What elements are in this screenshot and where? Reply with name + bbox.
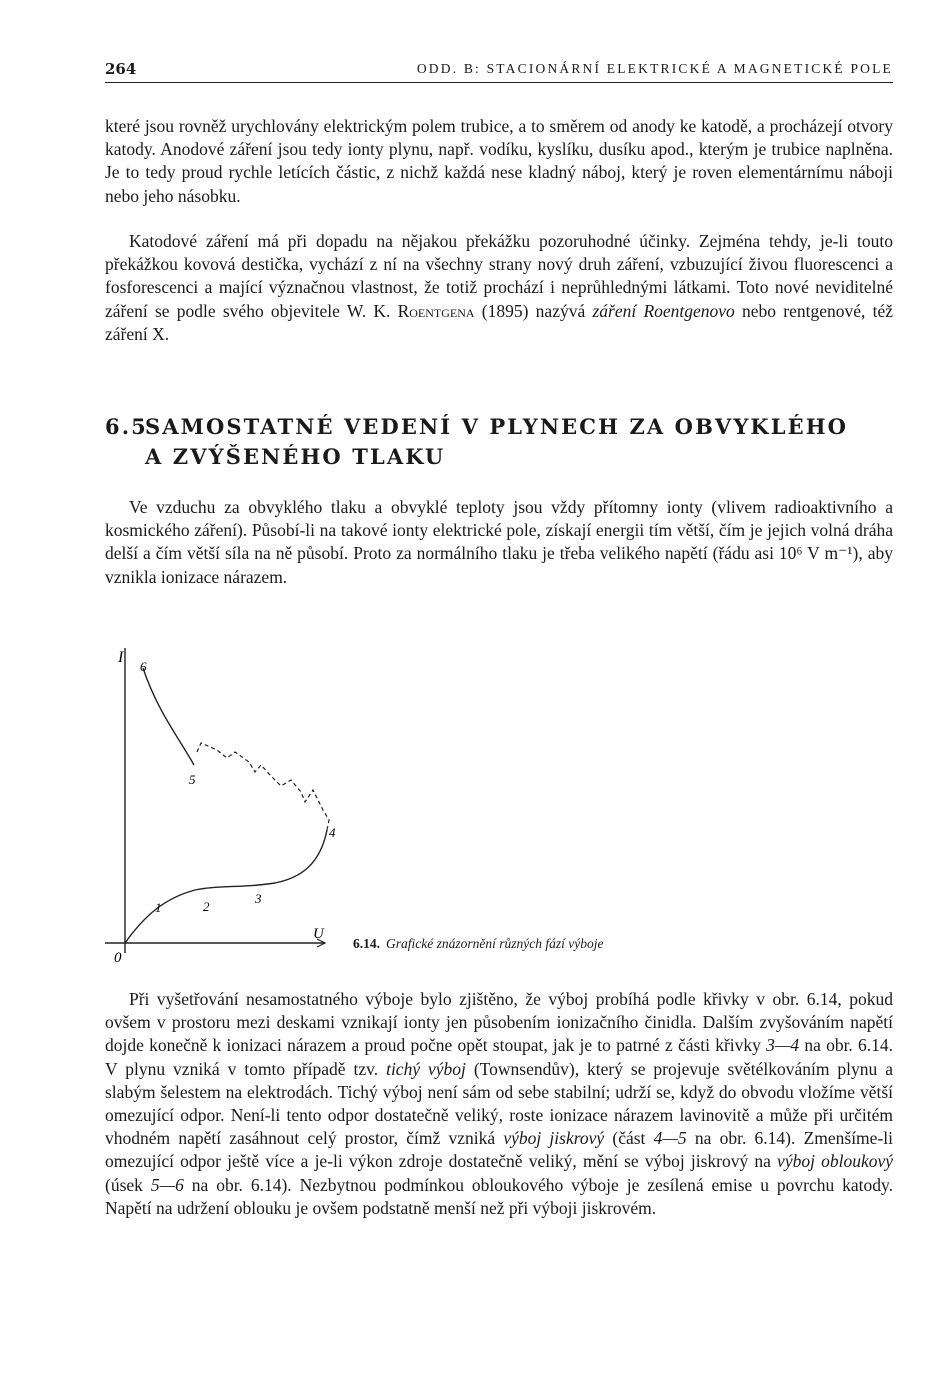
figure-6-14 [105, 640, 893, 970]
figure-caption [353, 936, 603, 952]
emphasis-term: 3—4 [766, 1035, 800, 1056]
paragraph-text: Katodové záření má při dopadu na nějakou překážku pozoruhodné účinky. Zejména tehdy, je-li touto překážkou kovová destička, vychází z ní na všechny strany nový druh záření, vzbuzující živou fluorescenci a fosforescenci a mající význačnou vlastnost, že totiž prochází i neprůhlednými látkami. Toto nové neviditelné záření se podle svého objevitele W. K. [105, 231, 893, 321]
paragraph-text: na obr. 6.14. V plynu vzniká v tomto případě tzv. [105, 1035, 893, 1079]
caption-number: 6.14. [353, 936, 380, 951]
paragraph-anode-rays [105, 115, 893, 208]
emphasis-term: výboj jiskrový [503, 1128, 605, 1149]
point-label-5: 5 [189, 772, 196, 787]
point-label-4: 4 [329, 825, 336, 840]
paragraph-text: Ve vzduchu za obvyklého tlaku a obvyklé teploty jsou vždy přítomny ionty (vlivem radioaktivního a kosmického záření). Působí-li na takové ionty elektrické pole, získají energii tím větší, čím je jejich volná dráha delší a čím větší síla na ně působí. Proto za normálního tlaku je třeba velikého napětí (řádu asi 10⁶ V m⁻¹), aby vznikla ionizace nárazem. [105, 497, 893, 587]
discharge-curve-diagram [105, 640, 435, 970]
section-title-line2: A ZVÝŠENÉHO TLAKU [145, 444, 446, 469]
paragraph-x-rays [105, 230, 893, 346]
emphasis-term: tichý výboj [386, 1058, 466, 1079]
caption-text: Grafické znázornění různých fází výboje [386, 936, 604, 951]
paragraph-text: Při vyšetřování nesamostatného výboje bylo zjištěno, že výboj probíhá podle křivky v obr. 6.14, pokud ovšem v prostoru mezi deskami vznikají ionty jen působením ionizačního činidla. Dalším zvyšováním napětí dojde konečně k ionizaci nárazem a proud počne opět stoupat, jak je to patrné z části křivky [105, 989, 893, 1056]
point-label-6: 6 [140, 659, 147, 674]
emphasis-term: záření Roentgenovo [592, 300, 735, 321]
section-title-line1: SAMOSTATNÉ VEDENÍ V PLYNECH ZA OBVYKLÉHO [145, 414, 849, 439]
spark-discharge-section [197, 743, 329, 830]
paragraph-text: (1895) nazývá [474, 300, 593, 321]
paragraph-text: které jsou rovněž urychlovány elektrickým polem trubice, a to směrem od anody ke katodě, a procházejí otvory katody. Anodové záření jsou tedy ionty plynu, např. vodíku, kyslíku, dusíku apod., kterým je trubice naplněna. Je to tedy proud rychle letících částic, z nichž každá nese kladný náboj, který je roven elementárnímu náboji nebo jeho násobku. [105, 116, 893, 206]
paragraph-text: (úsek [105, 1174, 151, 1195]
paragraph-air-ionization [105, 496, 893, 589]
running-head: ODD. B: STACIONÁRNÍ ELEKTRICKÉ A MAGNETICKÉ POLE [416, 61, 893, 76]
point-label-3: 3 [255, 891, 262, 906]
page-header [105, 58, 893, 83]
paragraph-text: na obr. 6.14). Zmenšíme-li omezující odpor ještě více a je-li výkon zdroje dostatečně veliký, mění se výboj jiskrový na [105, 1128, 893, 1172]
emphasis-term: 4—5 [653, 1128, 687, 1149]
page-number: 264 [105, 60, 137, 78]
author-name: Roentgena [397, 300, 475, 321]
point-label-1: 1 [155, 900, 162, 915]
emphasis-term: 5—6 [150, 1174, 184, 1195]
paragraph-text: nebo rentgenové, též záření X. [105, 300, 893, 344]
y-axis-label: I [118, 649, 124, 666]
section-heading [105, 412, 893, 472]
x-axis-label: U [313, 926, 324, 942]
paragraph-discharge-types [105, 988, 893, 1220]
origin-label: 0 [114, 950, 122, 966]
emphasis-term: výboj obloukový [777, 1151, 894, 1172]
paragraph-text: na obr. 6.14). Nezbytnou podmínkou obloukového výboje je zesílená emise u povrchu katody. Napětí na udržení oblouku je ovšem podstatně menší než při výboji jiskrovém. [105, 1174, 893, 1218]
point-label-2: 2 [203, 899, 210, 914]
paragraph-text: (Townsendův), který se projevuje světélkováním plynu a slabým šelestem na elektrodách. Tichý výboj není sám od sebe stabilní; udrží se, když do obvodu vložíme větší omezující odpor. Není-li tento odpor dostatečně veliký, roste ionizace nárazem lavinovitě a může při určitém vhodném napětí zasáhnout celý prostor, čímž vzniká [105, 1058, 894, 1149]
arc-discharge-section [143, 668, 194, 765]
paragraph-text: (část [604, 1128, 654, 1149]
curve-0-4 [125, 830, 327, 943]
section-number: 6.5 [105, 414, 148, 439]
